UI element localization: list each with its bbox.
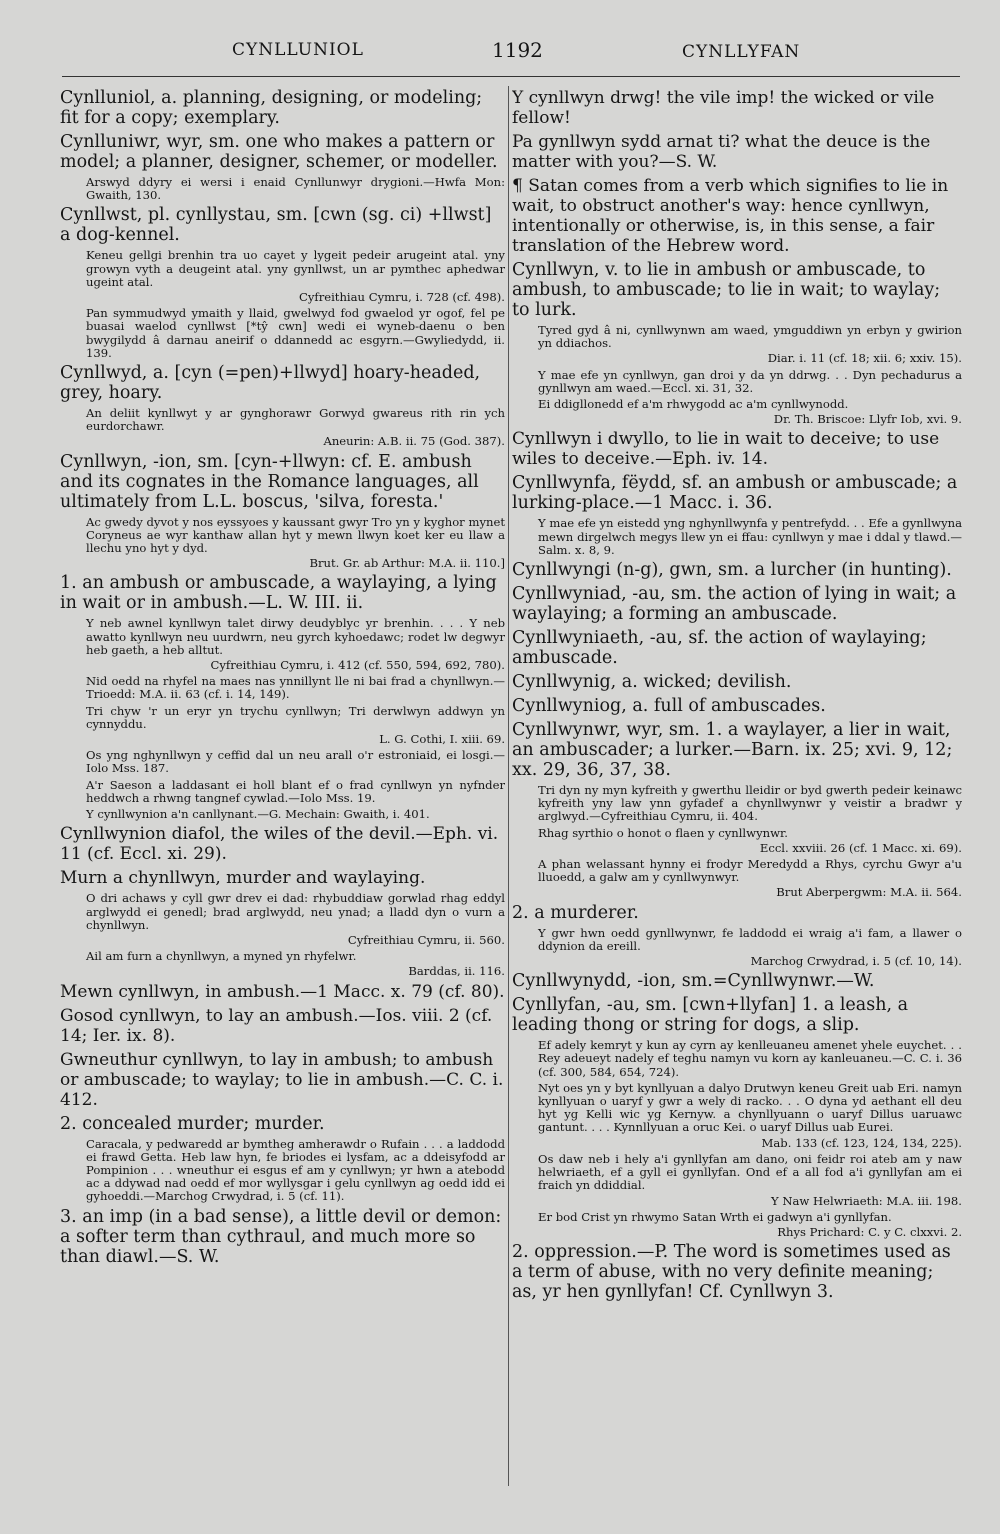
quotation: Os yng nghynllwyn y ceffid dal un neu arall o'r estroniaid, ei losgi.—Iolo Mss. 187. [86, 748, 505, 776]
quotation: Ei ddigllonedd ef a'm rhwygodd ac a'm cynllwynodd. [538, 397, 849, 412]
quotation: Tri dyn ny myn kyfreith y gwerthu lleidir or byd gwerth pedeir keinawc kyfreith yny law ynn gyfadef a chynllwynwr y veistir a bradwr y arglwyd.—Cyfreithiau Cymru, ii. 404. [538, 783, 962, 824]
phrase-entry: Cynllwynion diafol, the wiles of the devil.—Eph. vi. 11 (cf. Eccl. xi. 29). [60, 824, 499, 865]
quotation: A'r Saeson a laddasant ei holl blant ef o frad cynllwyn yn nyfnder heddwch a rhwng tangnef cywlad.—Iolo Mss. 19. [86, 777, 505, 805]
dictionary-entry: Cynllwyniad, -au, sm. the action of lying in wait; a waylaying; a forming an ambuscade. [512, 584, 957, 625]
header-right-guide-word: CYNLLYFAN [682, 42, 801, 62]
quotation: Ac gwedy dyvot y nos eyssyoes y kaussant gwyr Tro yn y kyghor mynet Coryneus ae wyr kanthaw allan hyt y mewn llwyn koet ker eu llaw a llechu yno hyt y dyd. [86, 514, 505, 556]
quotation: Os daw neb i hely a'i gynllyfan am dano, oni feidr roi ateb am y naw helwriaeth, ef a gyll ei gynllyfan. Ond ef a all fod a'i gynllyfan am ei fraich yn ddiddial. [538, 1151, 962, 1193]
dictionary-entry: Cynllyfan, -au, sm. [cwn+llyfan] 1. a leash, a leading thong or string for dogs, a slip. [512, 995, 909, 1036]
phrase-entry: Cynllwyn i dwyllo, to lie in wait to deceive; to use wiles to deceive.—Eph. iv. 14. [512, 429, 940, 470]
header-left-guide-word: CYNLLUNIOL [232, 40, 364, 60]
dictionary-entry: 3. an imp (in a bad sense), a little devil or demon: a softer term than cythraul, and much more so than diawl.—S. W. [60, 1206, 502, 1267]
quotation: Y mae efe yn eistedd yng nghynllwynfa y pentrefydd. . . Efe a gynllwyna mewn dirgelwch megys llew yn ei ffau: cynllwyn y mae i ddal y tlawd.—Salm. x. 8, 9. [538, 516, 962, 557]
citation: Rhys Prichard: C. y C. clxxvi. 2. [777, 1224, 962, 1239]
dictionary-entry: Cynllwynig, a. wicked; devilish. [512, 672, 792, 693]
phrase-entry: Mewn cynllwyn, in ambush.—1 Macc. x. 79 (cf. 80). [60, 981, 505, 1002]
right-column [512, 88, 962, 1518]
citation: Aneurin: A.B. ii. 75 (God. 387). [323, 434, 505, 449]
quotation: Y cynllwynion a'n canllynant.—G. Mechain: Gwaith, i. 401. [86, 807, 430, 822]
quotation: Y neb awnel kynllwyn talet dirwy deudyblyc yr brenhin. . . . Y neb awatto kynllwyn neu uurdwrn, neu gyrch kyhoedawc; rodet lw degwyr heb gaeth, a heb alltut. [86, 616, 505, 657]
dictionary-entry: Cynlluniwr, wyr, sm. one who makes a pattern or model; a planner, designer, schemer, or modeller. [60, 132, 498, 172]
quotation: Nid oedd na rhyfel na maes nas ynnillynt lle ni bai frad a chynllwyn.—Trioedd: M.A. ii. 63 (cf. i. 14, 149). [86, 674, 505, 702]
quotation: Er bod Crist yn rhwymo Satan Wrth ei gadwyn a'i gynllyfan. [538, 1209, 892, 1224]
citation: Eccl. xxviii. 26 (cf. 1 Macc. xi. 69). [759, 840, 962, 855]
quotation: Tri chyw 'r un eryr yn trychu cynllwyn; Tri derwlwyn addwyn yn cynnyddu. [86, 703, 505, 731]
column-divider [508, 86, 509, 1486]
phrase-entry: ¶ Satan comes from a verb which signifies to lie in wait, to obstruct another's way: hence cynllwyn, intentionally or otherwise, is, in this sense, a fair translation of the Hebrew word. [512, 176, 949, 256]
dictionary-entry: Cynllwyniaeth, -au, sf. the action of waylaying; ambuscade. [512, 628, 927, 669]
dictionary-entry: Cynlluniol, a. planning, designing, or modeling; fit for a copy; exemplary. [60, 88, 483, 128]
citation: Barddas, ii. 116. [408, 964, 505, 979]
quotation: Ef adely kemryt y kun ay cyrn ay kenlleuaneu amenet yhele euychet. . . Rey adeueyt nadely ef teghu namyn vu korn ay kanleuaneu.—C. C. i. 36 (cf. 300, 584, 654, 724). [538, 1038, 962, 1079]
left-column [60, 88, 505, 1518]
quotation: Ail am furn a chynllwyn, a myned yn rhyfelwr. [86, 949, 357, 964]
citation: Cyfreithiau Cymru, ii. 560. [347, 932, 505, 947]
page-number: 1192 [492, 38, 543, 62]
dictionary-entry: Cynllwst, pl. cynllystau, sm. [cwn (sg. ci) +llwst] a dog-kennel. [60, 205, 492, 246]
citation: Mab. 133 (cf. 123, 124, 134, 225). [761, 1135, 962, 1150]
citation: Brut Aberpergwm: M.A. ii. 564. [776, 885, 962, 900]
dictionary-entry: 2. concealed murder; murder. [60, 1113, 325, 1134]
dictionary-entry: Cynllwynydd, -ion, sm.=Cynllwynwr.—W. [512, 971, 875, 992]
page-header [60, 34, 960, 74]
dictionary-entry: 2. a murderer. [512, 902, 639, 923]
quotation: A phan welassant hynny ei frodyr Meredydd a Rhys, cyrchu Gwyr a'u lluoedd, a galw am y cynllwynwyr. [538, 857, 962, 885]
quotation: Y gwr hwn oedd gynllwynwr, fe laddodd ei wraig a'i fam, a llawer o ddynion da ereill. [538, 925, 962, 953]
phrase-entry: Murn a chynllwyn, murder and waylaying. [60, 868, 426, 889]
dictionary-entry: Cynllwyngi (n-g), gwn, sm. a lurcher (in hunting). [512, 560, 952, 581]
citation: Brut. Gr. ab Arthur: M.A. ii. 110.] [309, 556, 505, 571]
phrase-entry: Gwneuthur cynllwyn, to lay in ambush; to ambush or ambuscade; to waylay; to lie in ambush.—C. C. i. 412. [60, 1049, 504, 1110]
quotation: Caracala, y pedwaredd ar bymtheg amherawdr o Rufain . . . a laddodd ei frawd Getta. Heb law hyn, fe briodes ei lysfam, ac a ddeisyfodd ar Pompinion . . . wneuthur ei esgus ef am y cynllwyn; yr hwn a atebodd ac a ddywad nad oedd ef mor wyllysgar i gelu cynllwyn ag oedd idd ei gyhoeddi.—Marchog Crwydrad, i. 5 (cf. 11). [86, 1136, 505, 1204]
dictionary-entry: Cynllwynfa, fëydd, sf. an ambush or ambuscade; a lurking-place.—1 Macc. i. 36. [512, 473, 958, 514]
citation: Marchog Crwydrad, i. 5 (cf. 10, 14). [750, 954, 962, 969]
citation: Cyfreithiau Cymru, i. 412 (cf. 550, 594, 692, 780). [210, 658, 505, 673]
quotation: Keneu gellgi brenhin tra uo cayet y lygeit pedeir arugeint atal. yny growyn vyth a deugeint atal. yny gynllwst, un ar pymthec aphedwar ugeint atal. [86, 248, 505, 289]
citation: Dr. Th. Briscoe: Llyfr Iob, xvi. 9. [773, 412, 962, 427]
phrase-entry: Pa gynllwyn sydd arnat ti? what the deuce is the matter with you?—S. W. [512, 132, 931, 172]
header-rule [62, 76, 960, 77]
dictionary-entry: Cynllwyn, v. to lie in ambush or ambuscade, to ambush, to ambuscade; to lie in wait; to waylay; to lurk. [512, 260, 941, 320]
dictionary-entry: Cynllwyniog, a. full of ambuscades. [512, 696, 826, 717]
citation: L. G. Cothi, I. xiii. 69. [379, 732, 505, 747]
phrase-entry: Y cynllwyn drwg! the vile imp! the wicked or vile fellow! [512, 88, 935, 128]
quotation: An deliit kynllwyt y ar gynghorawr Gorwyd gwareus rith rin ych eurdorchawr. [86, 406, 505, 434]
citation: Cyfreithiau Cymru, i. 728 (cf. 498). [298, 290, 505, 305]
citation: Y Naw Helwriaeth: M.A. iii. 198. [771, 1193, 962, 1208]
dictionary-entry: Cynllwyn, -ion, sm. [cyn-+llwyn: cf. E. ambush and its cognates in the Romance languages, all ultimately from L.L. boscus, 'silva, foresta.' [60, 451, 479, 512]
quotation: Nyt oes yn y byt kynllyuan a dalyo Drutwyn keneu Greit uab Eri. namyn kynllyuan o uaryf y gwr a wely di racko. . . O dyna yd aethant ell deu hyt yg Kelli wic yg Kernyw. a chynllyuann o uaryf Dillus uaruawc gantunt. . . . Kynnllyuan a oruc Kei. o uaryf Dillus uab Eurei. [538, 1080, 962, 1135]
dictionary-entry: Cynllwynwr, wyr, sm. 1. a waylayer, a lier in wait, an ambuscader; a lurker.—Barn. ix. 25; xvi. 9, 12; xx. 29, 36, 37, 38. [512, 720, 953, 781]
dictionary-entry: 1. an ambush or ambuscade, a waylaying, a lying in wait or in ambush.—L. W. III. ii. [60, 573, 497, 614]
quotation: Arswyd ddyry ei wersi i enaid Cynllunwyr drygioni.—Hwfa Mon: Gwaith, 130. [86, 175, 505, 203]
quotation: Pan symmudwyd ymaith y llaid, gwelwyd fod gwaelod yr ogof, fel pe buasai waelod cynllwst [*tŷ cwn] wedi ei wyneb-daenu o ben bwygilydd â darnau aneirif o ddannedd ac esgyrn.—Gwyliedydd, ii. 139. [86, 306, 505, 360]
dictionary-entry: Cynllwyd, a. [cyn (=pen)+llwyd] hoary-headed, grey, hoary. [60, 363, 481, 404]
quotation: Rhag syrthio o honot o flaen y cynllwynwr. [538, 825, 788, 840]
phrase-entry: Gosod cynllwyn, to lay an ambush.—Ios. viii. 2 (cf. 14; Ier. ix. 8). [60, 1005, 493, 1046]
dictionary-entry: 2. oppression.—P. The word is sometimes used as a term of abuse, with no very definite meaning; as, yr hen gynllyfan! Cf. Cynllwyn 3. [512, 1242, 951, 1303]
citation: Diar. i. 11 (cf. 18; xii. 6; xxiv. 15). [767, 351, 962, 366]
quotation: Y mae efe yn cynllwyn, gan droi y da yn ddrwg. . . Dyn pechadurus a gynllwyn am waed.—Eccl. xi. 31, 32. [538, 367, 962, 395]
quotation: Tyred gyd â ni, cynllwynwn am waed, ymguddiwn yn erbyn y gwirion yn ddiachos. [538, 323, 962, 351]
quotation: O dri achaws y cyll gwr drev ei dad: rhybuddiaw gorwlad rhag eddyl arglwydd ei genedl; brad arglwydd, neu ynad; a lladd dyn o vurn a chynllwyn. [86, 891, 505, 932]
